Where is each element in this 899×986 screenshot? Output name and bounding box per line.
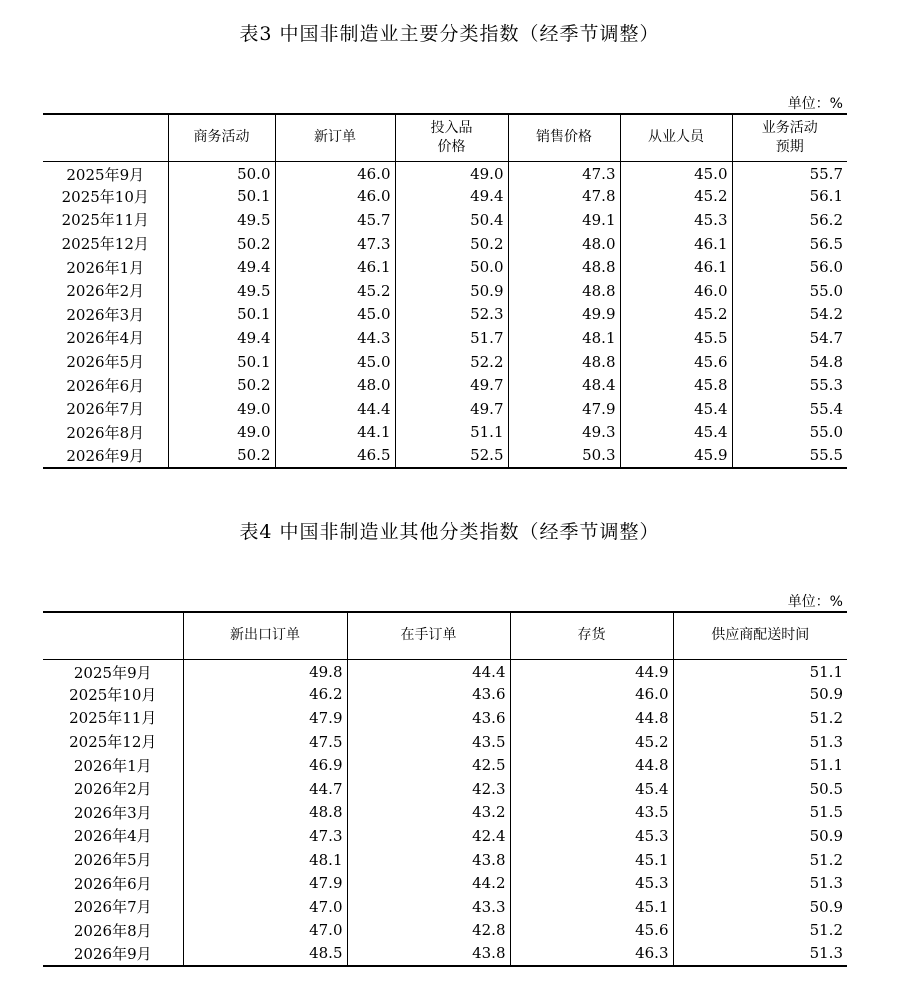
table4-header-cell: 新出口订单 — [183, 612, 347, 659]
table-cell: 48.5 — [183, 942, 347, 966]
table-cell: 48.1 — [508, 326, 620, 350]
table-cell: 51.2 — [673, 919, 847, 943]
table-cell: 44.9 — [510, 659, 673, 683]
table-cell: 50.5 — [673, 777, 847, 801]
row-label: 2026年8月 — [66, 423, 145, 442]
table-cell: 46.0 — [620, 279, 732, 303]
table-cell: 49.3 — [508, 421, 620, 445]
table3-header-cell: 销售价格 — [508, 114, 620, 161]
table-cell: 50.0 — [395, 255, 508, 279]
table-cell: 48.0 — [508, 232, 620, 256]
table-row — [43, 255, 847, 279]
table3-header-cell: 从业人员 — [620, 114, 732, 161]
table-cell: 48.0 — [275, 373, 395, 397]
table-cell: 44.3 — [275, 326, 395, 350]
table-cell: 45.2 — [275, 279, 395, 303]
table-cell: 45.4 — [510, 777, 673, 801]
table-cell: 43.8 — [347, 942, 510, 966]
table-cell: 45.1 — [510, 848, 673, 872]
table-cell: 47.8 — [508, 185, 620, 209]
table-cell: 50.3 — [508, 444, 620, 468]
table-cell: 42.3 — [347, 777, 510, 801]
table-cell: 54.2 — [732, 303, 847, 327]
table-cell: 50.9 — [673, 895, 847, 919]
table-cell: 47.0 — [183, 919, 347, 943]
table4-header-row — [43, 612, 847, 659]
table-cell: 51.3 — [673, 730, 847, 754]
table-cell: 47.9 — [183, 871, 347, 895]
table-cell: 49.4 — [168, 326, 275, 350]
table-cell: 49.5 — [168, 208, 275, 232]
table-cell: 43.5 — [347, 730, 510, 754]
row-label: 2026年9月 — [66, 446, 145, 465]
table-row — [43, 444, 847, 468]
table-row — [43, 871, 847, 895]
table-cell: 55.3 — [732, 373, 847, 397]
table-cell: 45.1 — [510, 895, 673, 919]
row-label: 2025年11月 — [69, 709, 157, 728]
table-cell: 49.4 — [395, 185, 508, 209]
table-cell: 46.2 — [183, 683, 347, 707]
row-label: 2026年1月 — [66, 258, 145, 277]
table-cell: 49.1 — [508, 208, 620, 232]
table-row — [43, 232, 847, 256]
table-cell: 50.1 — [168, 350, 275, 374]
row-label: 2025年12月 — [61, 235, 149, 254]
table-cell: 42.4 — [347, 824, 510, 848]
table3-header-cell: 商务活动 — [168, 114, 275, 161]
table4-unit: 单位：% — [787, 594, 843, 610]
table-cell: 55.0 — [732, 279, 847, 303]
table-cell: 46.1 — [620, 255, 732, 279]
row-label: 2026年1月 — [73, 756, 152, 775]
table-cell: 45.3 — [620, 208, 732, 232]
table-cell: 51.3 — [673, 942, 847, 966]
table-row — [43, 326, 847, 350]
table-cell: 45.3 — [510, 824, 673, 848]
table-cell: 44.1 — [275, 421, 395, 445]
table-cell: 44.8 — [510, 706, 673, 730]
row-label: 2026年7月 — [73, 898, 152, 917]
table-cell: 56.1 — [732, 185, 847, 209]
table-cell: 45.3 — [510, 871, 673, 895]
table-row — [43, 801, 847, 825]
table-row — [43, 350, 847, 374]
table3-header-cell — [43, 114, 168, 161]
table-cell: 49.0 — [168, 421, 275, 445]
row-label: 2025年10月 — [69, 685, 157, 704]
table-cell: 44.4 — [347, 659, 510, 683]
table-cell: 47.9 — [183, 706, 347, 730]
table-cell: 43.6 — [347, 706, 510, 730]
table-cell: 50.2 — [168, 373, 275, 397]
table-cell: 56.0 — [732, 255, 847, 279]
table-cell: 51.2 — [673, 848, 847, 872]
table3-body — [43, 161, 847, 468]
table-cell: 50.9 — [395, 279, 508, 303]
table-cell: 56.5 — [732, 232, 847, 256]
table-cell: 47.5 — [183, 730, 347, 754]
table-cell: 55.5 — [732, 444, 847, 468]
row-label: 2026年6月 — [73, 874, 152, 893]
table-cell: 45.4 — [620, 421, 732, 445]
table-row — [43, 753, 847, 777]
table4-title: 表4 中国非制造业其他分类指数（经季节调整） — [239, 521, 660, 543]
table4-header-cell: 存货 — [510, 612, 673, 659]
table-cell: 48.4 — [508, 373, 620, 397]
table3-unit: 单位：% — [787, 96, 843, 112]
table-row — [43, 185, 847, 209]
table-cell: 44.4 — [275, 397, 395, 421]
table-cell: 50.2 — [168, 444, 275, 468]
table-row — [43, 683, 847, 707]
table-cell: 45.8 — [620, 373, 732, 397]
table-cell: 49.5 — [168, 279, 275, 303]
table-cell: 48.8 — [508, 279, 620, 303]
table-cell: 45.6 — [510, 919, 673, 943]
table4-header-cell: 供应商配送时间 — [673, 612, 847, 659]
table-cell: 45.0 — [275, 350, 395, 374]
table4 — [43, 611, 847, 967]
table3-header-cell: 投入品 价格 — [395, 114, 508, 161]
row-label: 2025年12月 — [69, 733, 157, 752]
table-cell: 45.5 — [620, 326, 732, 350]
table-row — [43, 279, 847, 303]
table-cell: 43.8 — [347, 848, 510, 872]
table-cell: 43.6 — [347, 683, 510, 707]
table-cell: 50.1 — [168, 303, 275, 327]
table-cell: 52.5 — [395, 444, 508, 468]
table-row — [43, 706, 847, 730]
table-cell: 49.7 — [395, 397, 508, 421]
table-cell: 48.1 — [183, 848, 347, 872]
row-label: 2026年7月 — [66, 400, 145, 419]
row-label: 2026年9月 — [73, 944, 152, 963]
table-cell: 45.6 — [620, 350, 732, 374]
row-label: 2025年9月 — [73, 663, 152, 682]
table-cell: 46.0 — [275, 185, 395, 209]
table4-body — [43, 659, 847, 966]
table-cell: 50.9 — [673, 683, 847, 707]
table-cell: 56.2 — [732, 208, 847, 232]
table-cell: 46.9 — [183, 753, 347, 777]
table-cell: 42.5 — [347, 753, 510, 777]
table-cell: 45.0 — [620, 161, 732, 185]
row-label: 2026年8月 — [73, 921, 152, 940]
table3-header-row — [43, 114, 847, 161]
table-cell: 46.1 — [620, 232, 732, 256]
table-cell: 55.0 — [732, 421, 847, 445]
table-cell: 47.0 — [183, 895, 347, 919]
table-cell: 48.8 — [508, 350, 620, 374]
table-row — [43, 895, 847, 919]
table-cell: 52.2 — [395, 350, 508, 374]
table-cell: 44.2 — [347, 871, 510, 895]
table-cell: 50.1 — [168, 185, 275, 209]
table-row — [43, 161, 847, 185]
table3-title: 表3 中国非制造业主要分类指数（经季节调整） — [239, 23, 660, 45]
table-cell: 45.2 — [620, 185, 732, 209]
table-cell: 51.2 — [673, 706, 847, 730]
row-label: 2026年5月 — [73, 851, 152, 870]
table-cell: 45.9 — [620, 444, 732, 468]
table-cell: 52.3 — [395, 303, 508, 327]
table-cell: 50.2 — [395, 232, 508, 256]
table-cell: 51.3 — [673, 871, 847, 895]
table-cell: 50.9 — [673, 824, 847, 848]
table-cell: 47.3 — [508, 161, 620, 185]
table-cell: 45.4 — [620, 397, 732, 421]
table4-header-cell — [43, 612, 183, 659]
table-row — [43, 730, 847, 754]
table-cell: 51.1 — [673, 659, 847, 683]
table-cell: 50.0 — [168, 161, 275, 185]
table-cell: 55.4 — [732, 397, 847, 421]
table-cell: 48.8 — [508, 255, 620, 279]
table3-header-cell: 业务活动 预期 — [732, 114, 847, 161]
table-cell: 47.9 — [508, 397, 620, 421]
row-label: 2026年4月 — [66, 329, 145, 348]
row-label: 2025年11月 — [61, 211, 149, 230]
table-cell: 45.7 — [275, 208, 395, 232]
table-cell: 51.1 — [673, 753, 847, 777]
table-cell: 46.1 — [275, 255, 395, 279]
table-cell: 44.8 — [510, 753, 673, 777]
row-label: 2026年5月 — [66, 353, 145, 372]
table-row — [43, 303, 847, 327]
table-cell: 49.0 — [168, 397, 275, 421]
table-row — [43, 919, 847, 943]
table-cell: 50.2 — [168, 232, 275, 256]
row-label: 2026年6月 — [66, 376, 145, 395]
table-cell: 55.7 — [732, 161, 847, 185]
row-label: 2026年2月 — [66, 282, 145, 301]
table-cell: 42.8 — [347, 919, 510, 943]
table-row — [43, 659, 847, 683]
table-row — [43, 397, 847, 421]
table-cell: 43.2 — [347, 801, 510, 825]
table-row — [43, 848, 847, 872]
table-cell: 43.3 — [347, 895, 510, 919]
row-label: 2026年3月 — [73, 803, 152, 822]
table-cell: 51.1 — [395, 421, 508, 445]
table-cell: 50.4 — [395, 208, 508, 232]
table-cell: 47.3 — [183, 824, 347, 848]
row-label: 2026年3月 — [66, 305, 145, 324]
table-cell: 51.7 — [395, 326, 508, 350]
table-cell: 49.7 — [395, 373, 508, 397]
table-cell: 45.2 — [510, 730, 673, 754]
row-label: 2026年2月 — [73, 780, 152, 799]
table-cell: 51.5 — [673, 801, 847, 825]
table-cell: 43.5 — [510, 801, 673, 825]
table-cell: 44.7 — [183, 777, 347, 801]
table-cell: 46.5 — [275, 444, 395, 468]
table-row — [43, 208, 847, 232]
table-cell: 54.8 — [732, 350, 847, 374]
table-cell: 47.3 — [275, 232, 395, 256]
table-cell: 46.0 — [510, 683, 673, 707]
table-cell: 45.2 — [620, 303, 732, 327]
table-cell: 46.0 — [275, 161, 395, 185]
table-row — [43, 421, 847, 445]
table-cell: 49.8 — [183, 659, 347, 683]
table-row — [43, 824, 847, 848]
table-cell: 49.4 — [168, 255, 275, 279]
table-cell: 49.9 — [508, 303, 620, 327]
row-label: 2025年10月 — [61, 187, 149, 206]
row-label: 2026年4月 — [73, 827, 152, 846]
table4-header-cell: 在手订单 — [347, 612, 510, 659]
table-cell: 49.0 — [395, 161, 508, 185]
table-cell: 54.7 — [732, 326, 847, 350]
table-row — [43, 777, 847, 801]
table-cell: 48.8 — [183, 801, 347, 825]
table-row — [43, 373, 847, 397]
row-label: 2025年9月 — [66, 165, 145, 184]
table3 — [43, 113, 847, 469]
table3-header-cell: 新订单 — [275, 114, 395, 161]
table-cell: 45.0 — [275, 303, 395, 327]
table-row — [43, 942, 847, 966]
table-cell: 46.3 — [510, 942, 673, 966]
